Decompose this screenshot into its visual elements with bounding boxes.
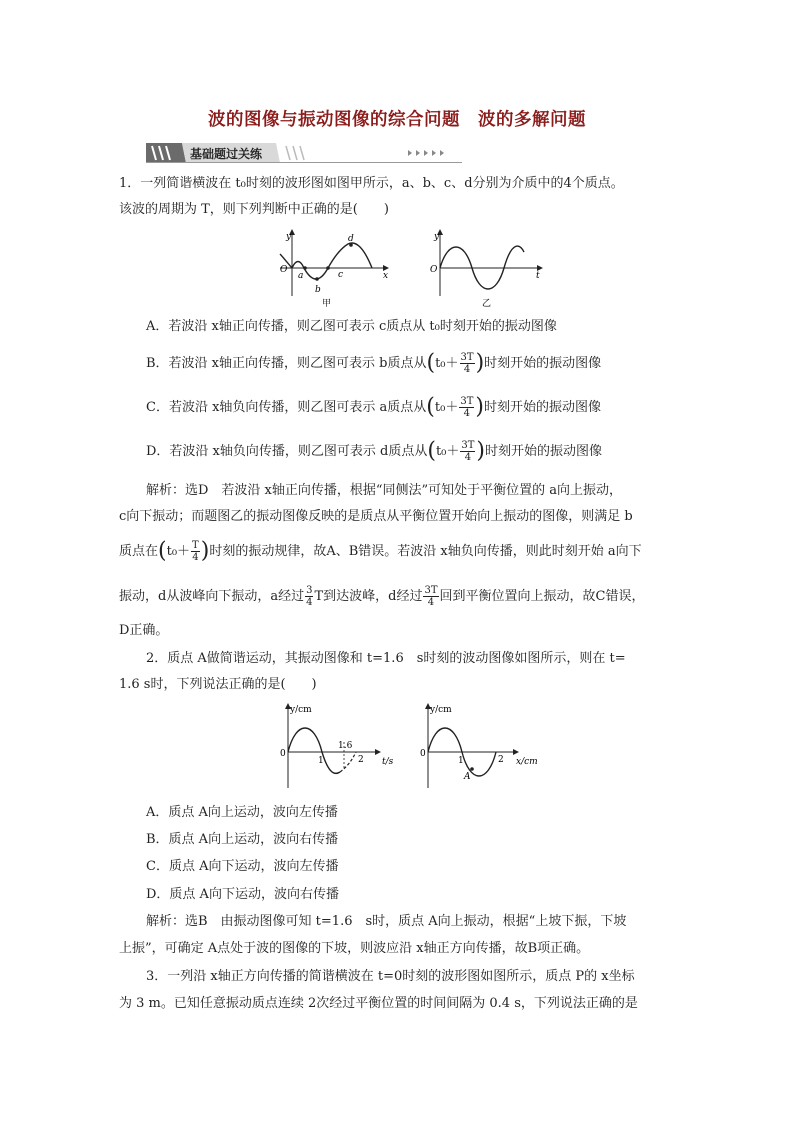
q1-option-c-post: 时刻开始的振动图像 — [483, 400, 601, 415]
q1-point-c: c — [338, 270, 344, 280]
q1-answer-fraction3: $\frac{3T}{4}$ — [424, 585, 438, 608]
q2-right-x-label: x/cm — [516, 757, 538, 767]
q1-option-b-fraction: $\frac{3T}{4}$ — [460, 352, 474, 375]
q1-answer-fraction: $\frac{T}{4}$ — [192, 540, 199, 563]
q3-stem-line2: 为 3 m。已知任意振动质点连续 2次经过平衡位置的时间间隔为 0.4 s，下列说法正确的是 — [119, 996, 638, 1011]
q2-left-x-label: t/s — [382, 757, 394, 767]
q1-option-d-fraction: $\frac{3T}{4}$ — [461, 440, 475, 463]
q3-stem-line1: 3．一列沿 x轴正方向传播的简谐横波在 t=0时刻的波形图如图所示，质点 P的 x坐标 — [146, 969, 635, 984]
q1-answer-line4-b: T到达波峰，d经过 — [314, 589, 423, 604]
q2-wave-figure — [418, 700, 548, 792]
q2-option-b: B．质点 A向上运动，波向右传播 — [146, 832, 339, 847]
q1-option-d-t0: t₀＋ — [435, 444, 460, 459]
q1-answer-line5: D正确。 — [119, 623, 169, 638]
q1-left-x-label: x — [383, 271, 389, 281]
q1-option-c-t0: t₀＋ — [434, 400, 459, 415]
q1-answer-fraction2: $\frac{3}{4}$ — [306, 585, 313, 608]
q2-stem-line1: 2．质点 A做简谐运动，其振动图像和 t=1.6 s时刻的波动图像如图所示，则在 t= — [146, 651, 626, 666]
q1-right-y-label: y — [434, 232, 440, 242]
q2-answer-line1: 解析：选B 由振动图像可知 t=1.6 s时，质点 A向上振动，根据“上坡下振，下坡 — [146, 914, 627, 929]
q1-answer-line3-pre: 质点在 — [119, 544, 159, 559]
q1-option-d: D．若波沿 x轴负向传播，则乙图可表示 d质点从(t₀＋ $\frac{3T}{4}$ )时刻开始的振动图像 — [146, 438, 603, 464]
q1-left-y-label: y — [286, 232, 292, 242]
q2-right-tick-2: 2 — [498, 755, 504, 765]
q1-answer-line4-a: 振动，d从波峰向下振动，a经过 — [119, 589, 305, 604]
q1-option-a: A．若波沿 x轴正向传播，则乙图可表示 c质点从 t₀时刻开始的振动图像 — [146, 319, 557, 334]
q1-stem-line2: 该波的周期为 T，则下列判断中正确的是( ) — [119, 202, 389, 217]
q2-right-tick-1: 1 — [458, 756, 464, 766]
q1-answer-line3: 质点在(t₀＋ $\frac{T}{4}$ )时刻的振动规律，故A、B错误。若波沿 x轴负向传播，则此时刻开始 a向下 — [119, 538, 642, 564]
q1-right-x-label: t — [536, 271, 540, 281]
q2-left-tick-1: 1 — [318, 756, 324, 766]
q2-option-a: A．质点 A向上运动，波向左传播 — [146, 805, 338, 820]
q1-option-c-text: C．若波沿 x轴负向传播，则乙图可表示 a质点从 — [146, 400, 427, 415]
q1-option-c: C．若波沿 x轴负向传播，则乙图可表示 a质点从(t₀＋ $\frac{3T}{4}$ )时刻开始的振动图像 — [146, 394, 601, 420]
page-title: 波的图像与振动图像的综合问题 波的多解问题 — [208, 110, 586, 130]
q1-left-caption: 甲 — [322, 299, 332, 308]
q1-left-origin: O — [280, 265, 288, 275]
q2-vibration-figure — [278, 700, 402, 792]
q1-answer-line2: c向下振动；而题图乙的振动图像反映的是质点从平衡位置开始向上振动的图像，则满足 b — [119, 509, 633, 524]
q2-left-origin: 0 — [280, 749, 286, 759]
section-banner — [146, 143, 462, 163]
q2-left-y-label: y/cm — [290, 705, 312, 715]
section-label: 基础题过关练 — [190, 147, 263, 161]
q1-option-b: B．若波沿 x轴正向传播，则乙图可表示 b质点从(t₀＋ $\frac{3T}{4}$ )时刻开始的振动图像 — [146, 350, 602, 376]
q1-answer-line1: 解析：选D 若波沿 x轴正向传播，根据“同侧法”可知处于平衡位置的 a向上振动， — [146, 483, 623, 498]
q2-left-tick-16: 1.6 — [338, 741, 353, 751]
q1-answer-t0: t₀＋ — [166, 544, 191, 559]
q2-left-tick-2: 2 — [358, 755, 364, 765]
q2-stem-line2: 1.6 s时，下列说法正确的是( ) — [119, 677, 317, 692]
q1-option-b-t0: t₀＋ — [435, 356, 459, 371]
q1-option-b-text: B．若波沿 x轴正向传播，则乙图可表示 b质点从 — [146, 356, 427, 371]
q1-stem-line1: 1．一列简谐横波在 t₀时刻的波形图如图甲所示，a、b、c、d分别为介质中的4个质点。 — [119, 176, 624, 191]
q1-right-origin: O — [430, 265, 438, 275]
q1-option-d-post: 时刻开始的振动图像 — [485, 444, 603, 459]
q1-option-b-post: 时刻开始的振动图像 — [484, 356, 602, 371]
q1-option-c-fraction: $\frac{3T}{4}$ — [460, 396, 474, 419]
q2-answer-line2: 上振”，可确定 A点处于波的图像的下坡，则波应沿 x轴正方向传播，故B项正确。 — [119, 941, 590, 956]
q2-right-y-label: y/cm — [430, 705, 452, 715]
q1-option-d-text: D．若波沿 x轴负向传播，则乙图可表示 d质点从 — [146, 444, 428, 459]
q2-option-c: C．质点 A向下运动，波向左传播 — [146, 859, 339, 874]
q2-option-d: D．质点 A向下运动，波向右传播 — [146, 887, 339, 902]
q1-point-d: d — [348, 234, 354, 244]
q1-answer-line3-post: 时刻的振动规律，故A、B错误。若波沿 x轴负向传播，则此时刻开始 a向下 — [209, 544, 642, 559]
q1-vibration-figure — [426, 226, 548, 308]
q2-point-a: A — [464, 772, 471, 782]
q1-point-a: a — [298, 271, 304, 281]
q1-point-b: b — [315, 285, 321, 295]
q2-right-origin: 0 — [420, 749, 426, 759]
q1-answer-line4-c: 回到平衡位置向上振动，故C错误， — [439, 589, 645, 604]
q1-answer-line4 — [119, 585, 644, 608]
q1-right-caption: 乙 — [482, 299, 492, 308]
q1-wave-figure — [276, 226, 394, 308]
